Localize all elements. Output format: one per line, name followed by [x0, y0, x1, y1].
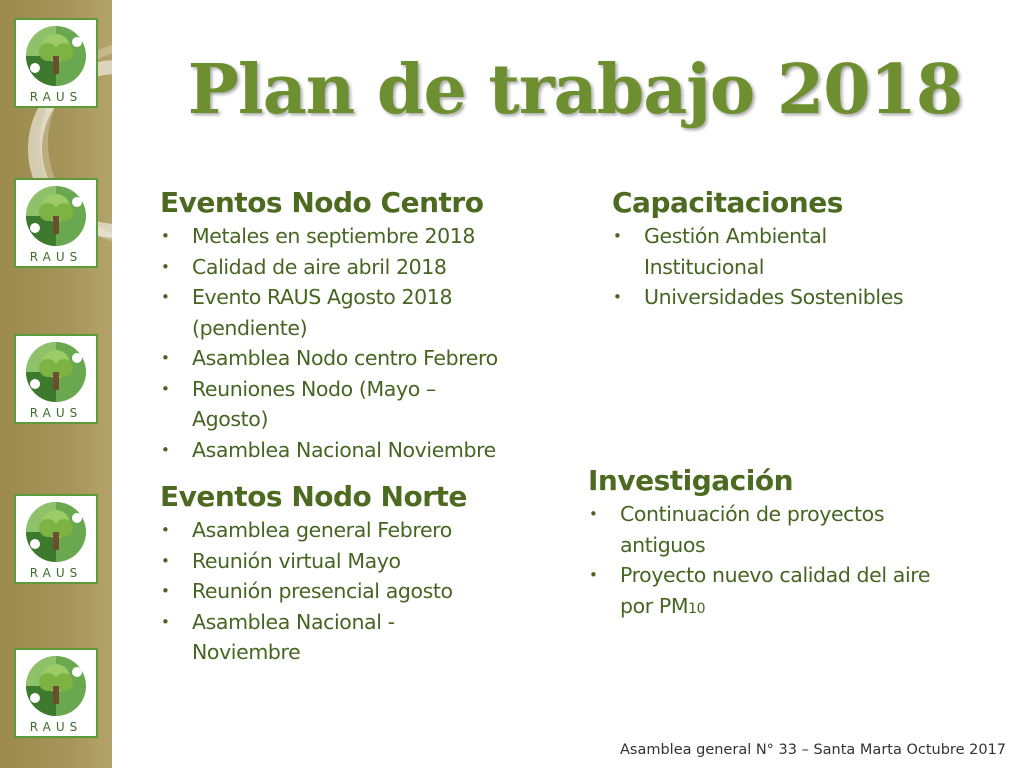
logo-text: RAUS [29, 566, 83, 580]
logo-text: RAUS [29, 250, 83, 264]
tree-puzzle-icon [21, 500, 91, 564]
bullet-list [612, 221, 992, 313]
slide-footer: Asamblea general N° 33 – Santa Marta Octubre 2017 [619, 742, 1006, 758]
raus-logo [14, 18, 98, 108]
list-item: • Asamblea Nacional Noviembre [160, 435, 580, 466]
list-item: • Reuniones Nodo (Mayo – Agosto) [160, 374, 580, 435]
sidebar-band [0, 0, 112, 768]
bullet-list [160, 221, 580, 465]
section-nodo-centro [160, 186, 580, 465]
list-item: • Gestión Ambiental Institucional [612, 221, 992, 282]
raus-logo [14, 334, 98, 424]
list-item: • Universidades Sostenibles [612, 282, 992, 313]
raus-logo [14, 178, 98, 268]
section-nodo-norte [160, 480, 580, 668]
subscript-ten: 10 [688, 600, 706, 617]
logo-text: RAUS [29, 90, 83, 104]
tree-puzzle-icon [21, 654, 91, 718]
section-heading: Capacitaciones [612, 186, 843, 219]
tree-puzzle-icon [21, 24, 91, 88]
raus-logo [14, 494, 98, 584]
section-heading: Eventos Nodo Centro [160, 186, 484, 219]
slide-title: Plan de trabajo 2018 [187, 50, 963, 130]
section-investigacion [588, 464, 998, 624]
tree-puzzle-icon [21, 184, 91, 248]
tree-puzzle-icon [21, 340, 91, 404]
list-item: • Asamblea Nacional - Noviembre [160, 607, 580, 668]
list-item: • Asamblea general Febrero [160, 515, 580, 546]
section-heading: Investigación [588, 464, 794, 497]
list-item: • Reunión virtual Mayo [160, 546, 580, 577]
list-item: • Asamblea Nodo centro Febrero [160, 343, 580, 374]
list-item: • Calidad de aire abril 2018 [160, 252, 580, 283]
logo-text: RAUS [29, 406, 83, 420]
bullet-list [588, 499, 998, 624]
list-item: • Evento RAUS Agosto 2018 (pendiente) [160, 282, 580, 343]
logo-text: RAUS [29, 720, 83, 734]
section-heading: Eventos Nodo Norte [160, 480, 467, 513]
list-item: • Proyecto nuevo calidad del aire por PM10 [588, 560, 998, 624]
raus-logo [14, 648, 98, 738]
list-item: • Metales en septiembre 2018 [160, 221, 580, 252]
bullet-list [160, 515, 580, 668]
list-item: • Continuación de proyectos antiguos [588, 499, 998, 560]
list-item: • Reunión presencial agosto [160, 576, 580, 607]
section-capacitaciones [612, 186, 992, 313]
